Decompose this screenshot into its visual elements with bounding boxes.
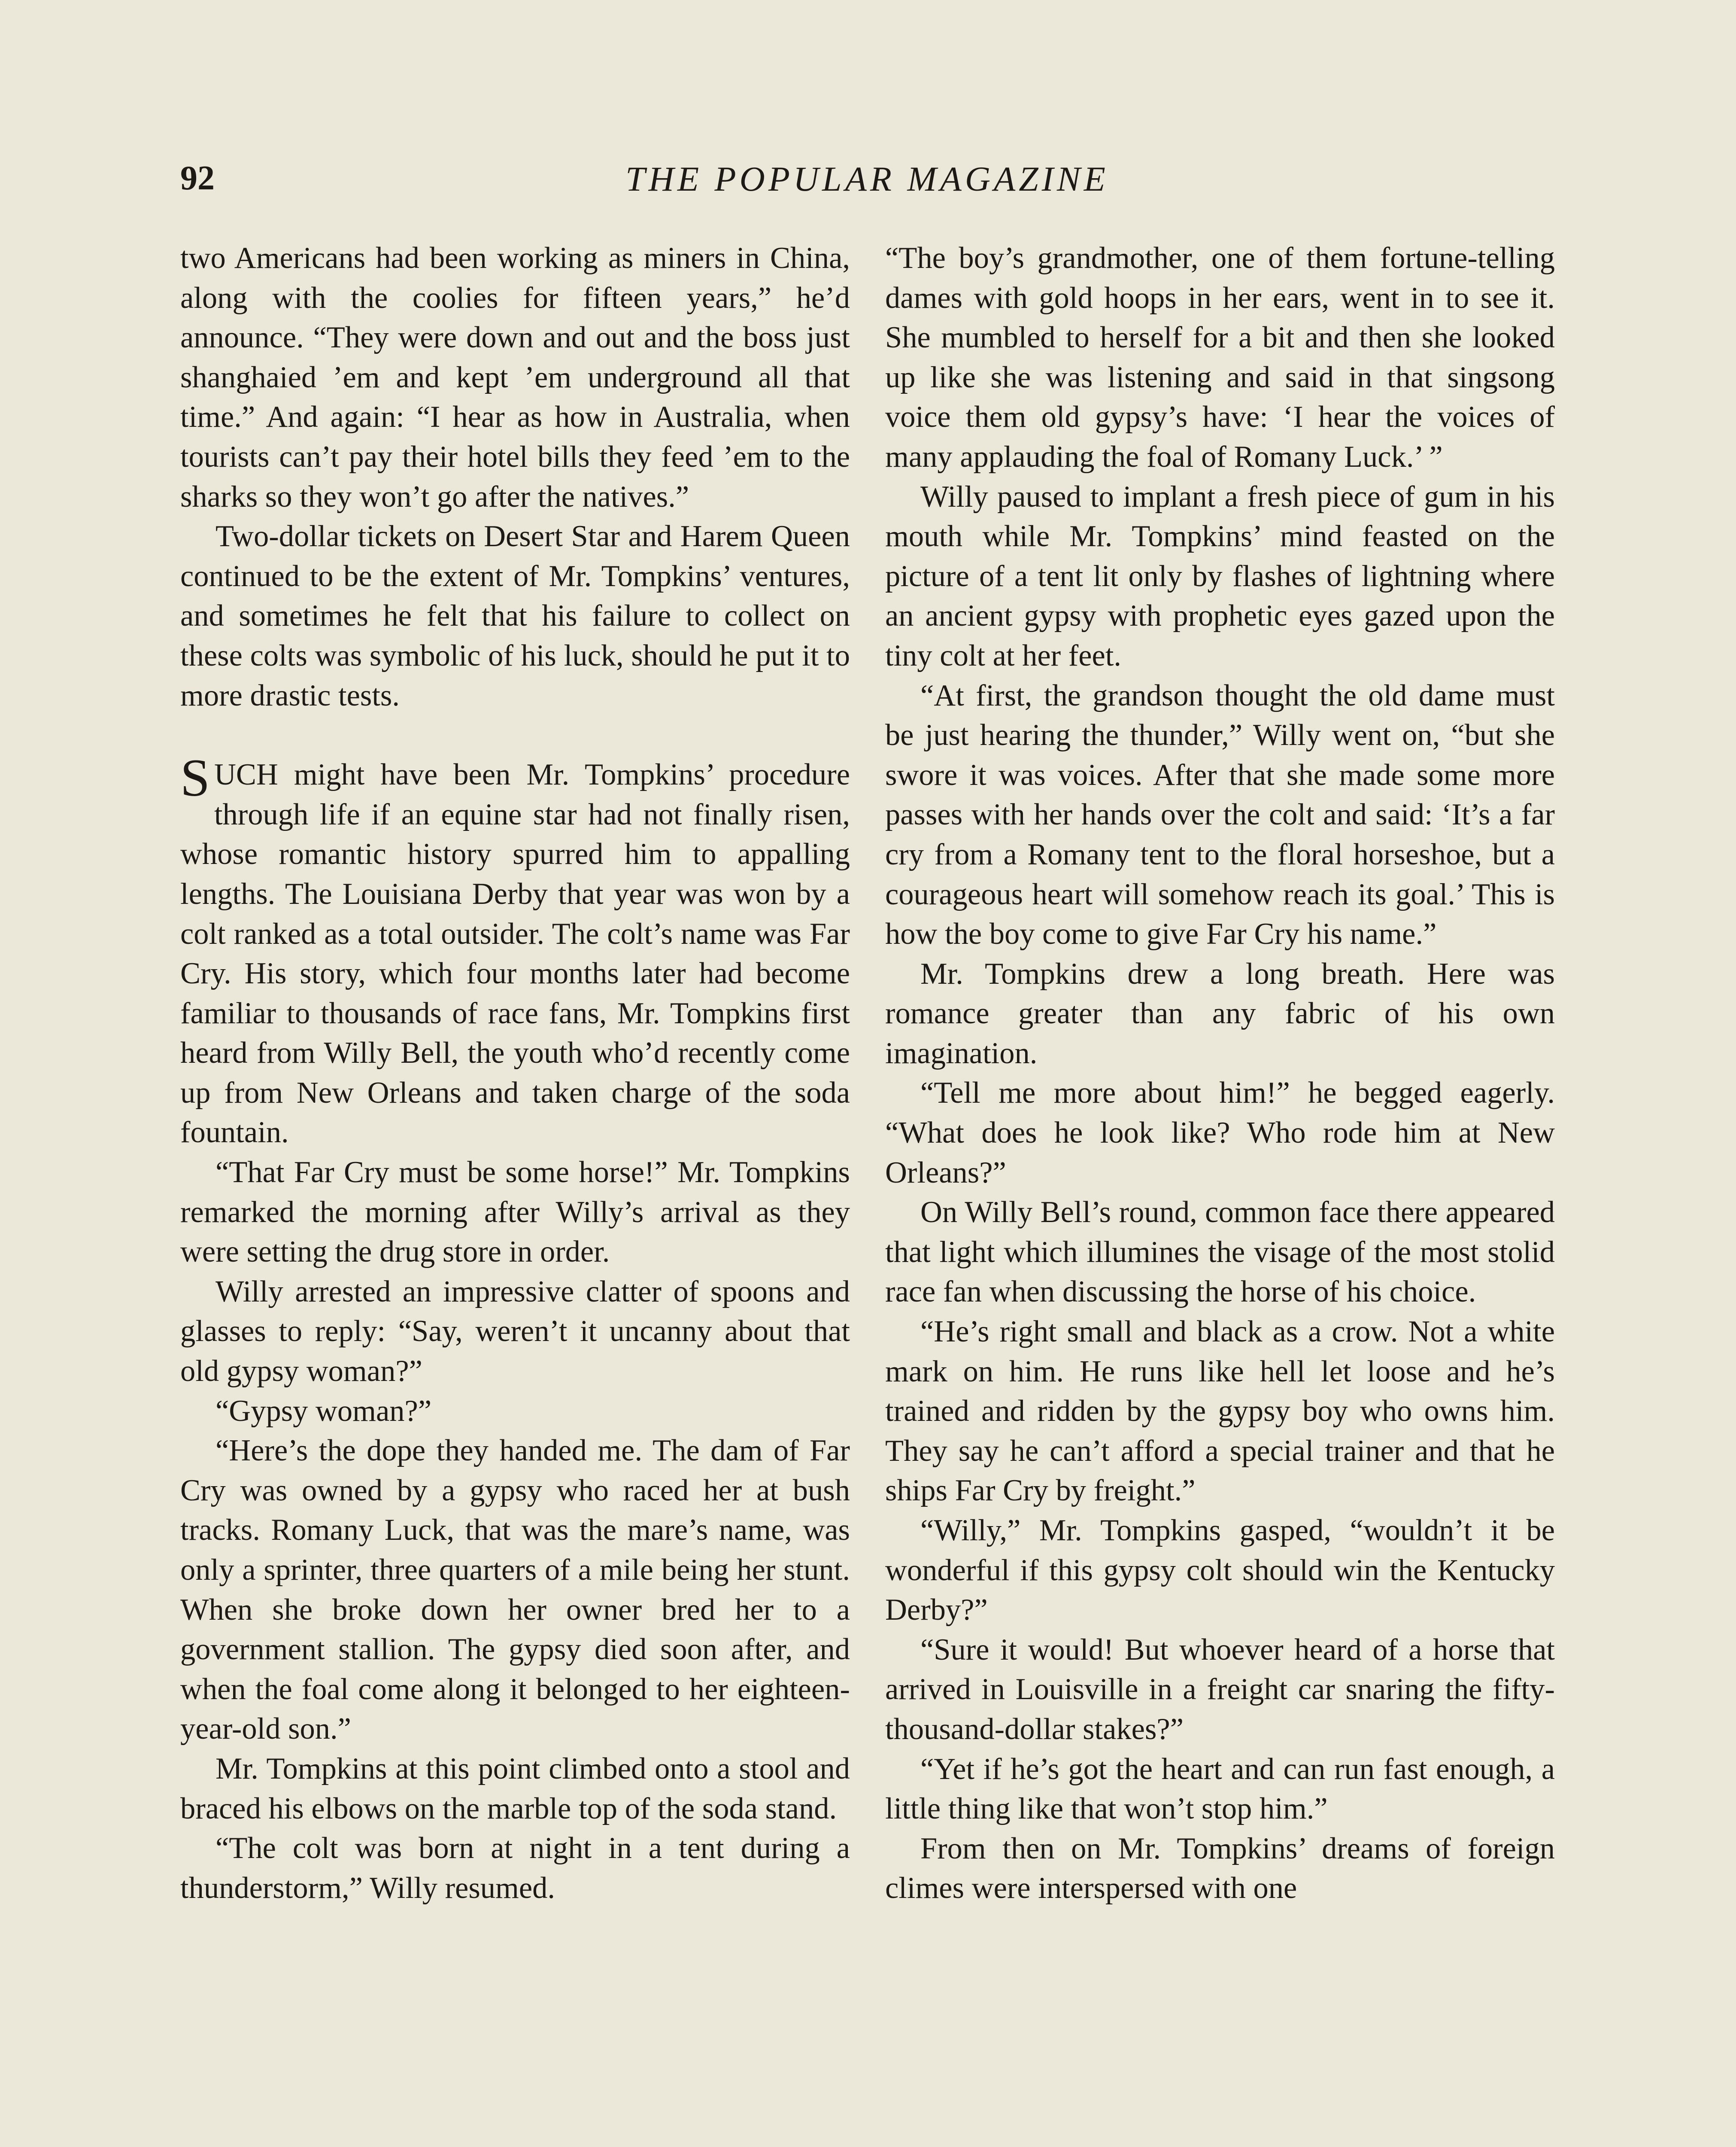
paragraph: “That Far Cry must be some horse!” Mr. Tompkins remarked the morning after Willy’s arrival as they were setting the drug store in order. <box>180 1156 850 1269</box>
paragraph: “Gypsy woman?” <box>215 1394 432 1428</box>
paragraph: “Here’s the dope they handed me. The dam of Far Cry was owned by a gypsy who raced her at bush tracks. Romany Luck, that was the mare’s name, was only a sprinter, three quarters of a mile being her stunt. When she broke down her owner bred her to a government stallion. The gypsy died soon after, and when the foal come along it belonged to her eighteen-year-old son.” <box>180 1434 850 1746</box>
paragraph: “Willy,” Mr. Tompkins gasped, “wouldn’t it be wonderful if this gypsy colt should win the Kentucky Derby?” <box>885 1514 1555 1627</box>
paragraph: Two-dollar tickets on Desert Star and Harem Queen continued to be the extent of Mr. Tompkins’ ventures, and sometimes he felt that his failure to collect on these colts was symbolic of his luck, should he put it to more drastic tests. <box>180 520 850 712</box>
paragraph: Mr. Tompkins at this point climbed onto a stool and braced his elbows on the marble top of the soda stand. <box>180 1752 850 1825</box>
paragraph: Willy arrested an impressive clatter of spoons and glasses to reply: “Say, weren’t it uncanny about that old gypsy woman?” <box>180 1274 850 1388</box>
paragraph: “The boy’s grandmother, one of them fortune-telling dames with gold hoops in her ears, went in to see it. She mumbled to herself for a bit and then she looked up like she was listening and said in that singsong voice them old gypsy’s have: ‘I hear the voices of many applauding the foal of Romany Luck.’ ” <box>885 241 1555 474</box>
paragraph: Mr. Tompkins drew a long breath. Here was romance greater than any fabric of his own imagination. <box>885 957 1555 1070</box>
drop-cap: S <box>180 748 210 808</box>
page-header <box>180 159 1554 223</box>
paragraph-text: UCH might have been Mr. Tompkins’ procedure through life if an equine star had not finally risen, whose romantic history spurred him to appalling lengths. The Louisiana Derby that year was won by a colt ranked as a total outsider. The colt’s name was Far Cry. His story, which four months later had become familiar to thousands of race fans, Mr. Tompkins first heard from Willy Bell, the youth who’d recently come up from New Orleans and taken charge of the soda fountain. <box>180 758 850 1150</box>
paragraph: “The colt was born at night in a tent during a thunderstorm,” Willy resumed. <box>180 1831 850 1905</box>
paragraph: Willy paused to implant a fresh piece of gum in his mouth while Mr. Tompkins’ mind feasted on the picture of a tent lit only by flashes of lightning where an ancient gypsy with prophetic eyes gazed upon the tiny colt at her feet. <box>885 480 1555 672</box>
paragraph: From then on Mr. Tompkins’ dreams of foreign climes were interspersed with one <box>885 1831 1555 1905</box>
page-number: 92 <box>180 159 215 197</box>
paragraph: “Sure it would! But whoever heard of a horse that arrived in Louisville in a freight car snaring the fifty-thousand-dollar stakes?” <box>885 1633 1555 1746</box>
paragraph: “Yet if he’s got the heart and can run fast enough, a little thing like that won’t stop him.” <box>885 1752 1555 1826</box>
left-column <box>180 238 850 1908</box>
right-column <box>885 238 1555 1908</box>
running-title: THE POPULAR MAGAZINE <box>625 159 1109 198</box>
section-start-paragraph <box>180 748 850 1153</box>
paragraph: “He’s right small and black as a crow. Not a white mark on him. He runs like hell let loose and he’s trained and ridden by the gypsy boy who owns him. They say he can’t afford a special trainer and that he ships Far Cry by freight.” <box>885 1315 1555 1508</box>
paragraph: On Willy Bell’s round, common face there appeared that light which illumines the visage of the most stolid race fan when discussing the horse of his choice. <box>885 1195 1555 1309</box>
paragraph: “At first, the grandson thought the old dame must be just hearing the thunder,” Willy went on, “but she swore it was voices. After that she made some more passes with her hands over the colt and said: ‘It’s a far cry from a Romany tent to the floral horseshoe, but a courageous heart will somehow reach its goal.’ This is how the boy come to give Far Cry his name.” <box>885 678 1555 951</box>
paragraph: “Tell me more about him!” he begged eagerly. “What does he look like? Who rode him at New Orleans?” <box>885 1076 1555 1189</box>
paragraph: two Americans had been working as miners in China, along with the coolies for fifteen years,” he’d announce. “They were down and out and the boss just shanghaied ’em and kept ’em underground all that time.” And again: “I hear as how in Australia, when tourists can’t pay their hotel bills they feed ’em to the sharks so they won’t go after the natives.” <box>180 241 850 514</box>
